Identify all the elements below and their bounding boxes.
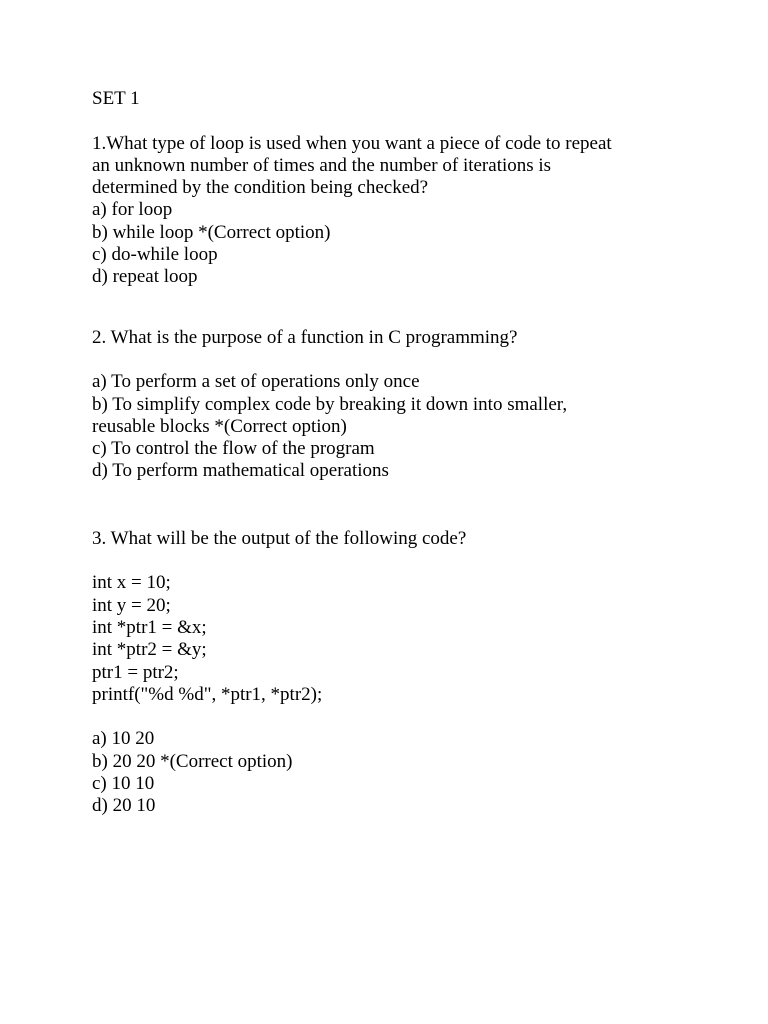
question-1-option-d: d) repeat loop: [92, 266, 198, 288]
question-3-option-b: b) 20 20 *(Correct option): [92, 750, 293, 772]
document-page: [92, 88, 732, 818]
spacer: [92, 550, 732, 572]
question-2-option-c: c) To control the flow of the program: [92, 438, 375, 460]
question-1: [92, 133, 732, 289]
code-line: int x = 10;: [92, 572, 171, 594]
question-2-option-a: a) To perform a set of operations only once: [92, 371, 420, 393]
set-title: SET 1: [92, 88, 140, 109]
code-line: int y = 20;: [92, 594, 171, 616]
code-line: printf("%d %d", *ptr1, *ptr2);: [92, 683, 323, 705]
question-1-stem-line: 1.What type of loop is used when you want a piece of code to repeat: [92, 132, 612, 154]
question-2-stem-line: 2. What is the purpose of a function in C programming?: [92, 326, 518, 348]
question-2-option-b: b) To simplify complex code by breaking it down into smaller,: [92, 393, 568, 415]
question-1-option-b: b) while loop *(Correct option): [92, 221, 331, 243]
spacer: [92, 483, 732, 528]
code-snippet: [92, 572, 732, 706]
question-2-option-b-continued: reusable blocks *(Correct option): [92, 415, 347, 437]
question-1-option-a: a) for loop: [92, 199, 173, 221]
question-3-option-c: c) 10 10: [92, 773, 155, 795]
question-3-option-d: d) 20 10: [92, 795, 156, 817]
code-line: ptr1 = ptr2;: [92, 661, 179, 683]
spacer: [92, 706, 732, 728]
question-2-option-d: d) To perform mathematical operations: [92, 460, 389, 482]
code-line: int *ptr1 = &x;: [92, 616, 207, 638]
question-3-option-a: a) 10 20: [92, 728, 155, 750]
code-line: int *ptr2 = &y;: [92, 639, 207, 661]
question-1-stem-line: an unknown number of times and the number of iterations is: [92, 154, 552, 176]
spacer: [92, 289, 732, 327]
question-2: [92, 327, 732, 483]
question-1-stem-line: determined by the condition being checked?: [92, 177, 429, 199]
question-3-stem-line: 3. What will be the output of the following code?: [92, 527, 467, 549]
question-3: [92, 528, 732, 818]
spacer: [92, 110, 732, 132]
question-1-option-c: c) do-while loop: [92, 244, 218, 266]
spacer: [92, 349, 732, 371]
